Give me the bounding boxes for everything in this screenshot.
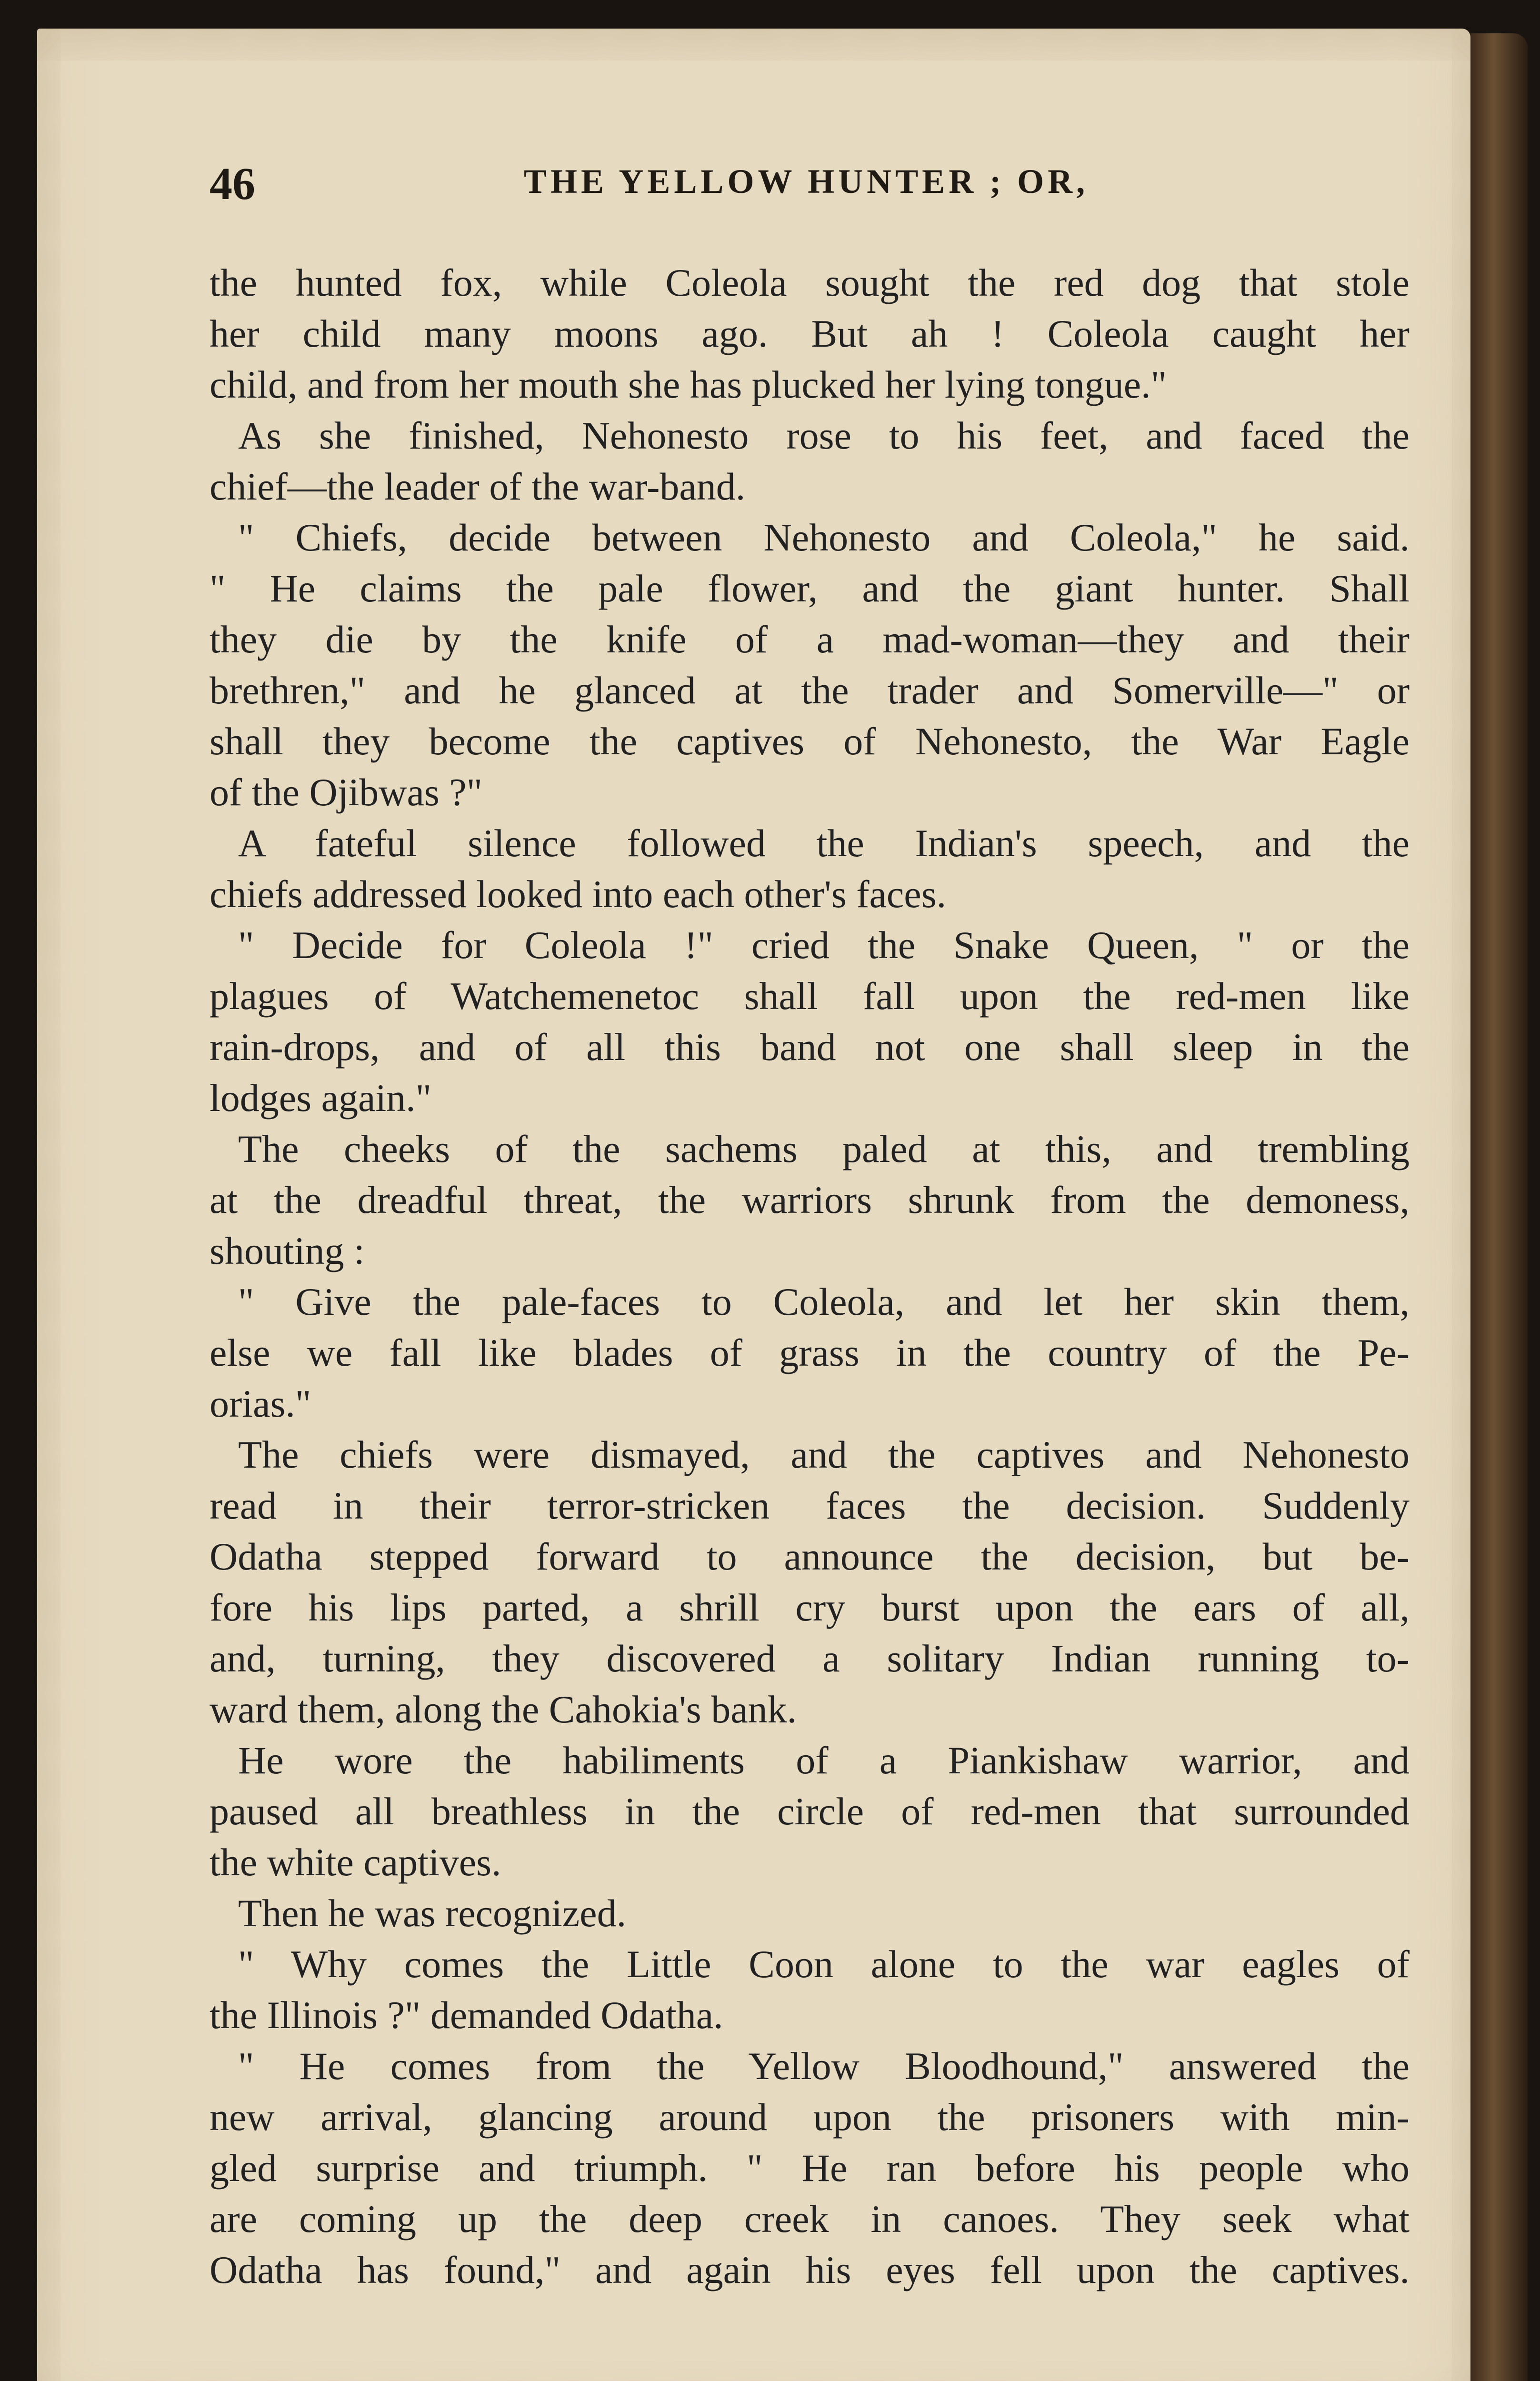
text-line: A fateful silence followed the Indian's speech, and the	[238, 821, 1410, 865]
text-line: " Chiefs, decide between Nehonesto and Coleola," he said.	[238, 516, 1410, 559]
text-line: and, turning, they discovered a solitary Indian running to-	[210, 1637, 1410, 1680]
text-line: the Illinois ?" demanded Odatha.	[210, 1993, 723, 2037]
text-line: new arrival, glancing around upon the prisoners with min-	[210, 2095, 1410, 2139]
text-line: The chiefs were dismayed, and the captives and Nehonesto	[238, 1433, 1410, 1476]
text-line: paused all breathless in the circle of red-men that surrounded	[210, 1790, 1410, 1833]
text-line: chiefs addressed looked into each other's faces.	[210, 872, 947, 916]
text-line: fore his lips parted, a shrill cry burst upon the ears of all,	[210, 1586, 1410, 1629]
text-line: are coming up the deep creek in canoes. They seek what	[210, 2197, 1410, 2241]
text-line: they die by the knife of a mad-woman—they and their	[210, 618, 1410, 661]
text-line: her child many moons ago. But ah ! Coleola caught her	[210, 312, 1410, 355]
text-line: the hunted fox, while Coleola sought the red dog that stole	[210, 261, 1410, 304]
text-line: else we fall like blades of grass in the country of the Pe-	[210, 1331, 1410, 1374]
text-line: As she finished, Nehonesto rose to his feet, and faced the	[238, 414, 1410, 457]
book-page-edge	[1470, 33, 1528, 2381]
text-line: Then he was recognized.	[238, 1891, 627, 1935]
page-number: 46	[210, 158, 255, 209]
text-line: " Give the pale-faces to Coleola, and let her skin them,	[238, 1280, 1410, 1323]
text-line: shouting :	[210, 1229, 365, 1272]
text-line: the white captives.	[210, 1841, 501, 1884]
text-line: Odatha stepped forward to announce the decision, but be-	[210, 1535, 1410, 1578]
text-line: shall they become the captives of Nehonesto, the War Eagle	[210, 720, 1410, 763]
text-line: read in their terror-stricken faces the decision. Suddenly	[210, 1484, 1410, 1527]
text-line: orias."	[210, 1382, 311, 1425]
text-line: Odatha has found," and again his eyes fell upon the captives.	[210, 2248, 1410, 2291]
text-line: " Decide for Coleola !" cried the Snake Queen, " or the	[238, 923, 1410, 967]
running-title: THE YELLOW HUNTER ; OR,	[524, 162, 1089, 200]
text-line: at the dreadful threat, the warriors shrunk from the demoness,	[210, 1178, 1410, 1221]
text-line: brethren," and he glanced at the trader and Somerville—" or	[210, 669, 1410, 712]
text-line: plagues of Watchemenetoc shall fall upon the red-men like	[210, 974, 1410, 1018]
text-line: lodges again."	[210, 1076, 432, 1120]
text-line: The cheeks of the sachems paled at this, and trembling	[238, 1127, 1410, 1170]
text-line: chief—the leader of the war-band.	[210, 465, 746, 508]
text-line: " He claims the pale flower, and the giant hunter. Shall	[210, 567, 1410, 610]
text-line: He wore the habiliments of a Piankishaw warrior, and	[238, 1739, 1410, 1782]
text-line: rain-drops, and of all this band not one shall sleep in the	[210, 1025, 1410, 1069]
text-line: " He comes from the Yellow Bloodhound," answered the	[238, 2044, 1410, 2088]
text-line: child, and from her mouth she has plucked her lying tongue."	[210, 363, 1167, 406]
text-line: " Why comes the Little Coon alone to the war eagles of	[238, 1942, 1410, 1986]
text-line: of the Ojibwas ?"	[210, 770, 483, 814]
text-line: ward them, along the Cahokia's bank.	[210, 1688, 797, 1731]
text-line: gled surprise and triumph. " He ran before his people who	[210, 2146, 1410, 2190]
body-text	[210, 257, 1410, 2295]
page-header	[210, 157, 1419, 224]
